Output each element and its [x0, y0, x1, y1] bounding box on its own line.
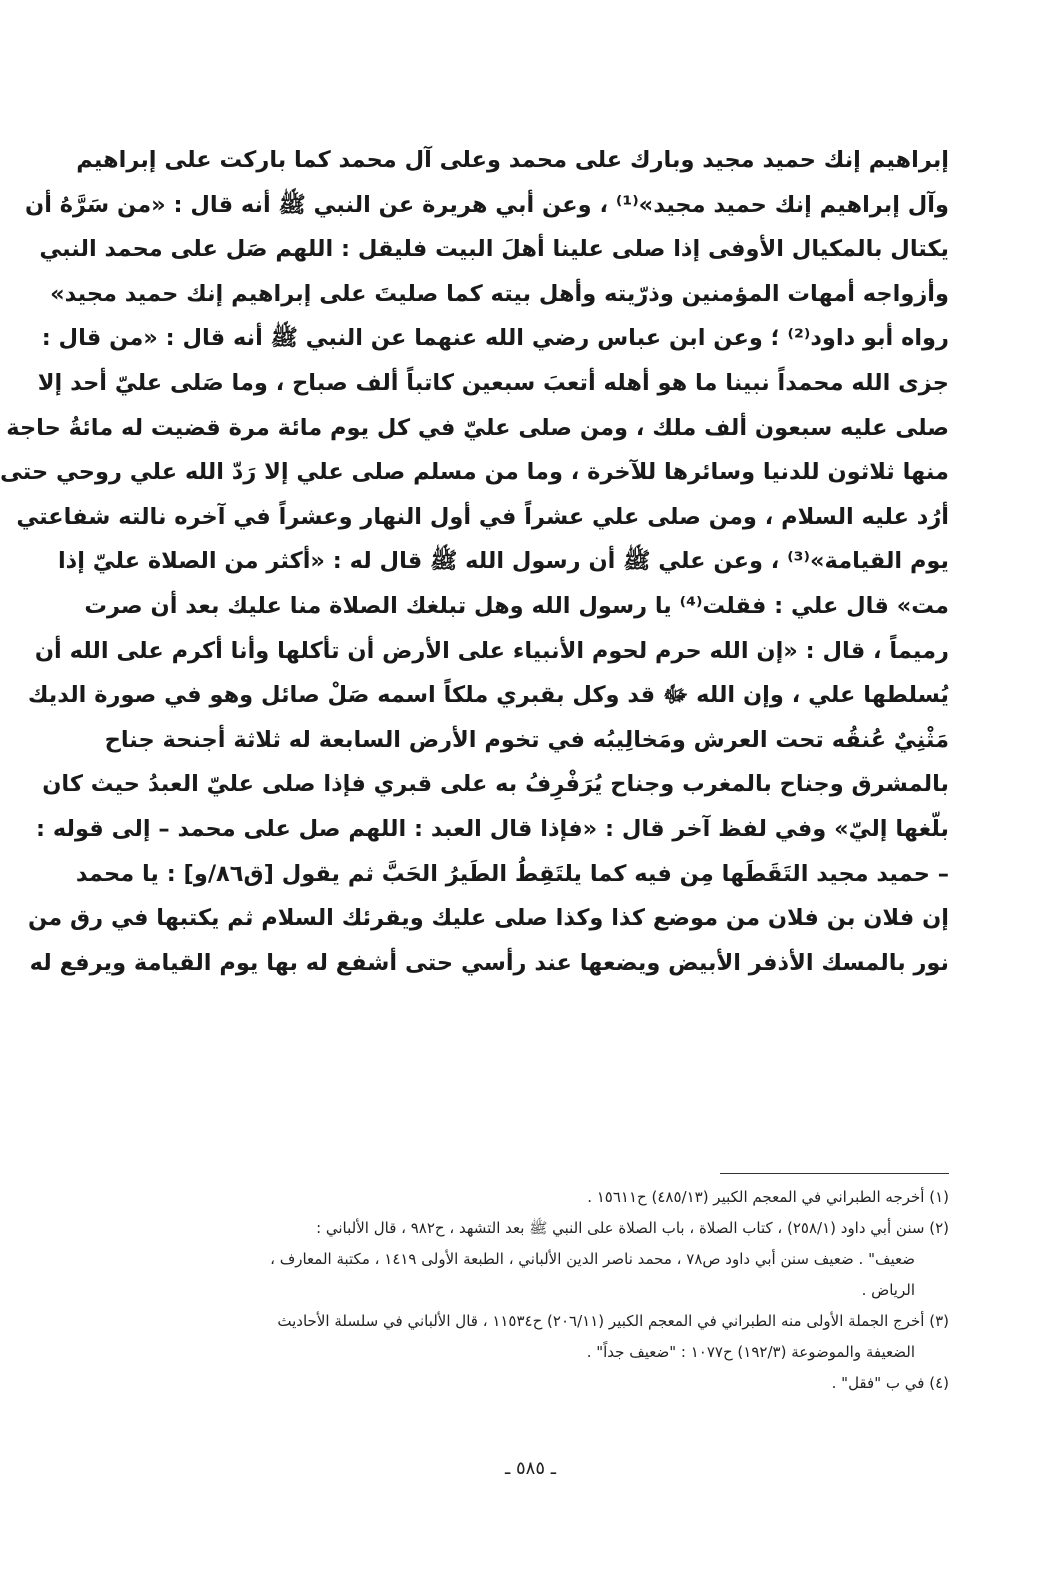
- footnotes: [130, 1182, 949, 1399]
- text-line: وأزواجه أمهات المؤمنين وذرّيته وأهل بيته كما صليتَ على إبراهيم إنك حميد مجيد»: [50, 280, 949, 307]
- text-line: – حميد مجيد التَقَطَها مِن فيه كما يلتَقِطُ الطَيرُ الحَبَّ ثم يقول [ق٨٦/و] : يا محمد: [75, 860, 949, 887]
- text-line: رواه أبو داود⁽²⁾ ؛ وعن ابن عباس رضي الله عنهما عن النبي ﷺ أنه قال : «من قال :: [41, 325, 949, 352]
- footnote-1: [130, 1182, 949, 1213]
- text-line: جزى الله محمداً نبينا ما هو أهله أتعبَ سبعين كاتباً ألف صباح ، وما صَلى عليّ أحد إلا: [37, 369, 949, 396]
- footnote-number: (٣): [929, 1312, 949, 1330]
- footnote-3-continued: الضعيفة والموضوعة (١٩٢/٣) ح١٠٧٧ : "ضعيف جداً" .: [586, 1343, 915, 1361]
- footnote-4: [130, 1368, 949, 1399]
- text-line: مت» قال علي : فقلت⁽⁴⁾ يا رسول الله وهل تبلغك الصلاة منا عليك بعد أن صرت: [84, 592, 949, 619]
- text-line: بلّغها إليّ» وفي لفظ آخر قال : «فإذا قال العبد : اللهم صل على محمد – إلى قوله :: [36, 815, 949, 842]
- footnote-text: أخرج الجملة الأولى منه الطبراني في المعجم الكبير (٢٠٦/١١) ح١١٥٣٤ ، قال الألباني في سلسلة الأحاديث: [277, 1312, 925, 1330]
- footnote-text: في ب "فقل" .: [831, 1374, 925, 1392]
- text-line: منها ثلاثون للدنيا وسائرها للآخرة ، وما من مسلم صلى علي إلا رَدّ الله علي روحي حتى: [0, 459, 949, 486]
- text-line: أرُد عليه السلام ، ومن صلى علي عشراً في أول النهار وعشراً في آخره نالته شفاعتي: [16, 503, 949, 530]
- text-line: إن فلان بن فلان من موضع كذا وكذا صلى عليك ويقرئك السلام ثم يكتبها في رق من: [28, 905, 949, 932]
- footnote-text: أخرجه الطبراني في المعجم الكبير (٤٨٥/١٣) ح١٥٦١١ .: [587, 1188, 925, 1206]
- main-text: [0, 138, 949, 985]
- text-line: نور بالمسك الأذفر الأبيض ويضعها عند رأسي حتى أشفع له بها يوم القيامة ويرفع له: [29, 949, 949, 976]
- text-line: صلى عليه سبعون ألف ملك ، ومن صلى عليّ في كل يوم مائة مرة قضيت له مائةُ حاجة: [6, 414, 949, 441]
- text-line: وآل إبراهيم إنك حميد مجيد»⁽¹⁾ ، وعن أبي هريرة عن النبي ﷺ أنه قال : «من سَرَّهُ أن: [24, 191, 949, 218]
- footnote-text: سنن أبي داود (٢٥٨/١) ، كتاب الصلاة ، باب الصلاة على النبي ﷺ بعد التشهد ، ح٩٨٢ ، قال الألباني :: [316, 1219, 925, 1237]
- text-line: يكتال بالمكيال الأوفى إذا صلى علينا أهلَ البيت فليقل : اللهم صَل على محمد النبي: [39, 236, 949, 263]
- text-line: إبراهيم إنك حميد مجيد وبارك على محمد وعلى آل محمد كما باركت على إبراهيم: [76, 147, 949, 173]
- footnote-2-continued: ضعيف" . ضعيف سنن أبي داود ص٧٨ ، محمد ناصر الدين الألباني ، الطبعة الأولى ١٤١٩ ، مكتبة المعارف ،: [270, 1250, 915, 1268]
- text-line: يوم القيامة»⁽³⁾ ، وعن علي ﷺ أن رسول الله ﷺ قال له : «أكثر من الصلاة عليّ إذا: [57, 548, 949, 575]
- text-line: مَثْنِيٌ عُنقُه تحت العرش ومَخالِيبُه في تخوم الأرض السابعة له ثلاثة أجنحة جناح: [104, 726, 949, 753]
- text-line: يُسلطها علي ، وإن الله ﷻ قد وكل بقبري ملكاً اسمه صَلْ صائل وهو في صورة الديك: [27, 682, 949, 709]
- footnote-separator: [720, 1173, 949, 1174]
- footnote-number: (٢): [929, 1219, 949, 1237]
- page-number: ـ ٥٨٥ ـ: [504, 1458, 556, 1479]
- footnote-2-continued: الرياض .: [861, 1281, 915, 1299]
- footnote-2: [130, 1213, 949, 1244]
- text-line: بالمشرق وجناح بالمغرب وجناح يُرَفْرِفُ به على قبري فإذا صلى عليّ العبدُ حيث كان: [42, 771, 949, 798]
- text-line: رميماً ، قال : «إن الله حرم لحوم الأنبياء على الأرض أن تأكلها وأنا أكرم على الله أن: [34, 637, 949, 664]
- footnote-number: (٤): [929, 1374, 949, 1392]
- footnote-3: [130, 1306, 949, 1337]
- footnote-number: (١): [929, 1188, 949, 1206]
